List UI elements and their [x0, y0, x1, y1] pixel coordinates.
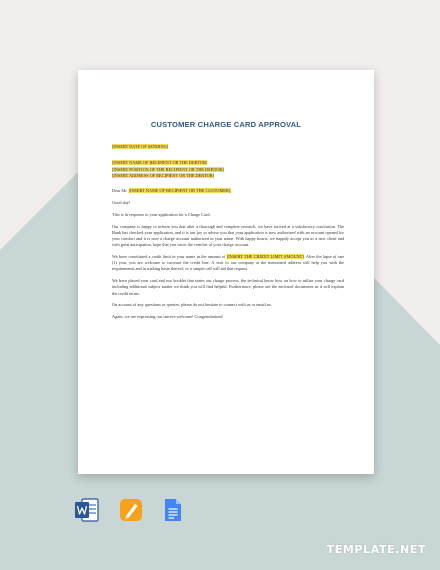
- paragraph-2: Our company is happy to inform you that after a thorough and complete research, we have arrived at a satisfactory conclusion. The Bank has checked your application, and it is our joy to advise you that your application is now authorized with an account opened for your comfort and it is now a charge account authorized in your name. With happy hearts, we happily accept you as a new client and with great anticipation, hope that you savor the comfort of your charge account.: [112, 223, 344, 248]
- recipient-block: [112, 160, 344, 179]
- recipient-name-placeholder: [INSERT NAME OF RECIPIENT OR THE DEBTOR]: [112, 160, 208, 166]
- date-placeholder: [INSERT DATE OF SENDING]: [112, 144, 169, 149]
- paragraph-4: We have placed your card and our booklet that states our charge process, the technical know how on how to utilize your charge card including additional subject matter we think you will find helpful. Furthermore, please see the enclosed documents as it will explain the credit terms.: [112, 278, 344, 296]
- brand-logo: TEMPLATE.NET: [326, 543, 426, 556]
- paragraph-5: On account of any questions or queries, please do not hesitate to connect with us or email us.: [112, 302, 272, 308]
- paragraph-3: We have constituted a credit limit in your name in the amount of [INSERT THE CREDIT LIMIT AMOUNT]. After the lapse of one (1) year, you are welcome to increase the credit line. A visit to our company at the mentioned address will help you with the requirements and in making haste thereof, or a simple call will aid that request.: [112, 253, 344, 272]
- paragraph-1: This is in response to your application for a Charge Card.: [112, 211, 211, 217]
- pages-icon[interactable]: [118, 497, 144, 523]
- recipient-address-placeholder: [INSERT ADDRESS OF RECIPIENT OR THE DEBTOR]: [112, 172, 215, 178]
- document-body: [112, 144, 344, 326]
- document-title: CUSTOMER CHARGE CARD APPROVAL: [150, 120, 302, 129]
- paragraph-6: Again, we are expressing our sincere welcome! Congratulations!: [112, 314, 224, 320]
- word-icon[interactable]: [74, 497, 100, 523]
- format-icons: [74, 497, 214, 523]
- credit-limit-placeholder: [INSERT THE CREDIT LIMIT AMOUNT]: [226, 253, 304, 259]
- greeting: Good day!: [112, 199, 131, 205]
- salutation: Dear Mr. [INSERT NAME OF RECIPIENT OR THE CUSTOMER],: [112, 188, 232, 194]
- customer-name-placeholder: [INSERT NAME OF RECIPIENT OR THE CUSTOMER],: [128, 188, 232, 194]
- document-page: [78, 70, 374, 474]
- google-docs-icon[interactable]: [160, 497, 186, 523]
- recipient-position-placeholder: [INSERT POSITION OF THE RECIPIENT OR THE DEBTOR]: [112, 166, 224, 172]
